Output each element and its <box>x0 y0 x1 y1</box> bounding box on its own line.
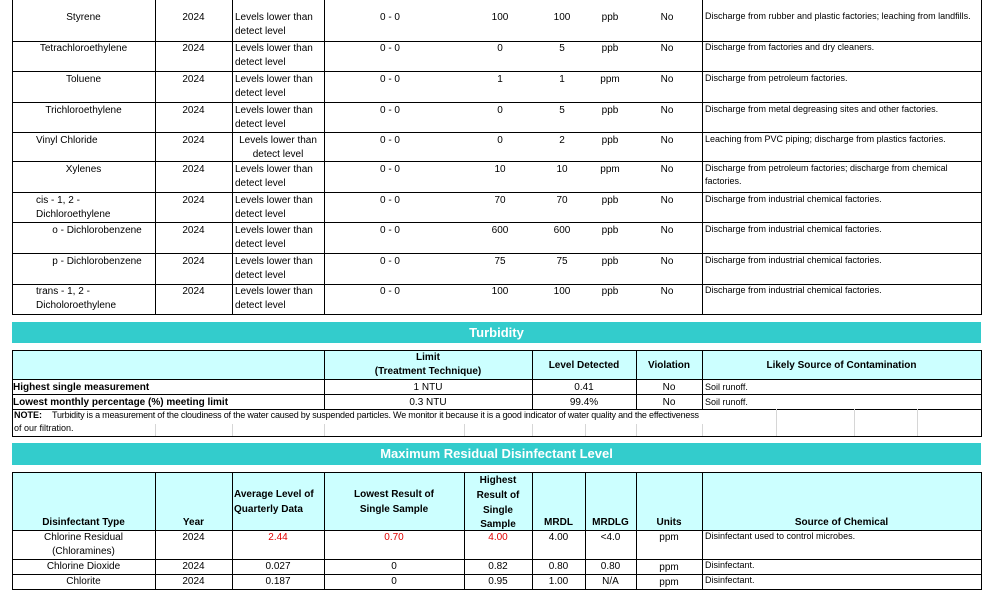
mclg: 2 <box>559 135 565 146</box>
mcl: 10 <box>494 164 506 175</box>
disinfectant-type: Chlorite <box>66 576 101 587</box>
header-level-detected: Level Detected <box>548 360 620 371</box>
disinfectant-title: Maximum Residual Disinfectant Level <box>12 443 981 465</box>
year: 2024 <box>182 43 205 54</box>
year: 2024 <box>182 561 205 572</box>
contaminant-name: p - Dichlorobenzene <box>52 256 142 267</box>
contaminant-name: trans - 1, 2 - <box>36 286 90 297</box>
mcl: 75 <box>494 256 506 267</box>
mcl: 0 <box>497 43 503 54</box>
level-detected: detect level <box>235 300 286 311</box>
violation: No <box>660 105 674 116</box>
violation: No <box>660 256 674 267</box>
mclg: 600 <box>553 225 571 236</box>
level-detected: detect level <box>235 119 286 130</box>
mcl: 1 <box>497 74 503 85</box>
mrdl: 1.00 <box>548 576 569 587</box>
year: 2024 <box>182 74 205 85</box>
year: 2024 <box>182 135 205 146</box>
year: 2024 <box>182 195 205 206</box>
range: 0 - 0 <box>379 74 400 85</box>
units: ppb <box>601 286 619 297</box>
level-detected: detect level <box>252 149 304 160</box>
violation: No <box>662 382 676 393</box>
header-highest-result: Highest <box>479 475 517 486</box>
note-label: NOTE: <box>14 410 42 420</box>
units: ppb <box>601 12 619 23</box>
units: ppm <box>659 562 679 573</box>
header-average-level-line2: Quarterly Data <box>234 504 303 515</box>
contaminant-name-line2: Dichloroethylene <box>36 209 111 220</box>
units: ppb <box>601 225 619 236</box>
contaminant-name-line2: Dicholoroethylene <box>36 300 117 311</box>
year: 2024 <box>182 286 205 297</box>
violation: No <box>662 397 676 408</box>
header-lowest-result-line2: Single Sample <box>359 504 429 515</box>
level-detected: detect level <box>235 178 286 189</box>
mclg: 5 <box>559 43 565 54</box>
mclg: 10 <box>556 164 568 175</box>
likely-source: Leaching from PVC piping; discharge from plastics factories. <box>705 134 946 144</box>
contaminant-name: Trichloroethylene <box>45 105 122 116</box>
units: ppm <box>600 164 620 175</box>
mrdl: 0.80 <box>548 561 569 572</box>
measurement-label: Highest single measurement <box>13 382 150 393</box>
contaminant-name: Styrene <box>66 12 101 23</box>
mclg: 1 <box>559 74 565 85</box>
units: ppb <box>601 135 619 146</box>
measurement-label: Lowest monthly percentage (%) meeting limit <box>13 397 229 408</box>
lowest-result: 0 <box>391 561 397 572</box>
violation: No <box>660 135 674 146</box>
range: 0 - 0 <box>379 164 400 175</box>
mrdl: 4.00 <box>548 532 569 543</box>
header-highest-result-line2: Result of <box>476 490 520 501</box>
level-detected: Levels lower than <box>235 164 313 175</box>
contaminant-name: cis - 1, 2 - <box>36 195 80 206</box>
units: ppb <box>601 105 619 116</box>
range: 0 - 0 <box>379 105 400 116</box>
mclg: 70 <box>556 195 568 206</box>
units: ppm <box>659 577 679 588</box>
contaminant-name: Toluene <box>65 74 102 85</box>
mrdlg: N/A <box>602 576 619 587</box>
limit: 0.3 NTU <box>409 397 447 408</box>
violation: No <box>660 12 674 23</box>
mcl: 0 <box>497 105 503 116</box>
level-detected: detect level <box>235 57 286 68</box>
header-violation: Violation <box>647 360 691 371</box>
header-units: Units <box>656 517 682 528</box>
level-detected: Levels lower than <box>239 135 317 146</box>
units: ppb <box>601 195 619 206</box>
violation: No <box>660 74 674 85</box>
level-detected: Levels lower than <box>235 195 313 206</box>
lowest-result: 0.70 <box>384 532 404 543</box>
note-text-line2: of our filtration. <box>14 423 74 433</box>
violation: No <box>660 195 674 206</box>
mcl: 100 <box>491 286 509 297</box>
mcl: 0 <box>497 135 503 146</box>
turbidity-title: Turbidity <box>12 322 981 343</box>
mcl: 600 <box>491 225 509 236</box>
source-of-chemical: Disinfectant. <box>705 575 755 585</box>
level-detected: Levels lower than <box>235 286 313 297</box>
level-detected: Levels lower than <box>235 256 313 267</box>
year: 2024 <box>182 576 205 587</box>
range: 0 - 0 <box>379 225 400 236</box>
year: 2024 <box>182 105 205 116</box>
header-average-level: Average Level of <box>234 489 314 500</box>
mrdlg: <4.0 <box>600 532 621 543</box>
contaminant-name: Tetrachloroethylene <box>39 43 128 54</box>
disinfectant-type: Chlorine Dioxide <box>46 561 121 572</box>
header-limit: Limit <box>416 352 440 363</box>
likely-source: Soil runoff. <box>705 397 748 407</box>
likely-source: Discharge from industrial chemical factories. <box>705 194 882 204</box>
range: 0 - 0 <box>379 256 400 267</box>
header-mrdlg: MRDLG <box>592 517 629 528</box>
average-level: 0.187 <box>265 576 291 587</box>
level-detected: Levels lower than <box>235 225 313 236</box>
violation: No <box>660 225 674 236</box>
likely-source: Discharge from petroleum factories. <box>705 73 848 83</box>
likely-source: Soil runoff. <box>705 382 748 392</box>
header-limit-sub: (Treatment Technique) <box>374 366 482 377</box>
header-highest-result-line3: Single <box>482 505 513 516</box>
units: ppb <box>601 43 619 54</box>
lowest-result: 0 <box>391 576 397 587</box>
mclg: 5 <box>559 105 565 116</box>
level-detected: detect level <box>235 270 286 281</box>
header-mrdl: MRDL <box>544 517 573 528</box>
mcl: 100 <box>491 12 509 23</box>
year: 2024 <box>182 225 205 236</box>
mclg: 100 <box>553 286 571 297</box>
level-detected: 99.4% <box>569 397 599 408</box>
header-year: Year <box>182 517 205 528</box>
level-detected: Levels lower than <box>235 105 313 116</box>
units: ppm <box>659 532 679 543</box>
note-text: Turbidity is a measurement of the cloudiness of the water caused by suspended particles. We monitor it because it is a good indicator of water quality and the effectiveness <box>52 410 699 420</box>
range: 0 - 0 <box>379 195 400 206</box>
violation: No <box>660 43 674 54</box>
source-of-chemical: Disinfectant. <box>705 560 755 570</box>
disinfectant-type-line2: (Chloramines) <box>52 546 115 557</box>
likely-source: Discharge from rubber and plastic factories; leaching from landfills. <box>705 11 971 21</box>
likely-source: Discharge from metal degreasing sites and other factories. <box>705 104 939 114</box>
violation: No <box>660 164 674 175</box>
likely-source: Discharge from industrial chemical factories. <box>705 255 882 265</box>
range: 0 - 0 <box>379 135 400 146</box>
mrdlg: 0.80 <box>600 561 621 572</box>
mclg: 100 <box>553 12 571 23</box>
average-level: 2.44 <box>268 532 288 543</box>
level-detected: detect level <box>235 239 286 250</box>
year: 2024 <box>182 12 205 23</box>
average-level: 0.027 <box>265 561 291 572</box>
limit: 1 NTU <box>413 382 443 393</box>
disinfectant-type: Chlorine Residual <box>44 532 123 543</box>
likely-source: Discharge from petroleum factories; discharge from chemical factories. <box>705 163 948 186</box>
highest-result: 0.95 <box>488 576 508 587</box>
level-detected: 0.41 <box>574 382 594 393</box>
level-detected: Levels lower than <box>235 43 313 54</box>
contaminant-name: Vinyl Chloride <box>36 135 98 146</box>
mclg: 75 <box>556 256 568 267</box>
level-detected: Levels lower than <box>235 74 313 85</box>
header-disinfectant-type: Disinfectant Type <box>42 517 125 528</box>
highest-result: 4.00 <box>488 532 508 543</box>
highest-result: 0.82 <box>488 561 508 572</box>
header-source-of-chemical: Source of Chemical <box>794 517 889 528</box>
units: ppm <box>600 74 620 85</box>
level-detected: detect level <box>235 26 286 37</box>
year: 2024 <box>182 256 205 267</box>
source-of-chemical: Disinfectant used to control microbes. <box>705 531 856 541</box>
year: 2024 <box>182 532 205 543</box>
range: 0 - 0 <box>379 286 400 297</box>
year: 2024 <box>182 164 205 175</box>
likely-source: Discharge from industrial chemical factories. <box>705 224 882 234</box>
level-detected: detect level <box>235 209 286 220</box>
header-likely-source: Likely Source of Contamination <box>766 360 917 371</box>
level-detected: Levels lower than <box>235 12 313 23</box>
contaminant-name: o - Dichlorobenzene <box>52 225 142 236</box>
violation: No <box>660 286 674 297</box>
level-detected: detect level <box>235 88 286 99</box>
likely-source: Discharge from factories and dry cleaners. <box>705 42 875 52</box>
contaminant-name: Xylenes <box>65 164 102 175</box>
likely-source: Discharge from industrial chemical factories. <box>705 285 882 295</box>
units: ppb <box>601 256 619 267</box>
header-highest-result-line4: Sample <box>480 519 516 530</box>
range: 0 - 0 <box>379 12 400 23</box>
mcl: 70 <box>494 195 506 206</box>
range: 0 - 0 <box>379 43 400 54</box>
header-lowest-result: Lowest Result of <box>353 489 434 500</box>
